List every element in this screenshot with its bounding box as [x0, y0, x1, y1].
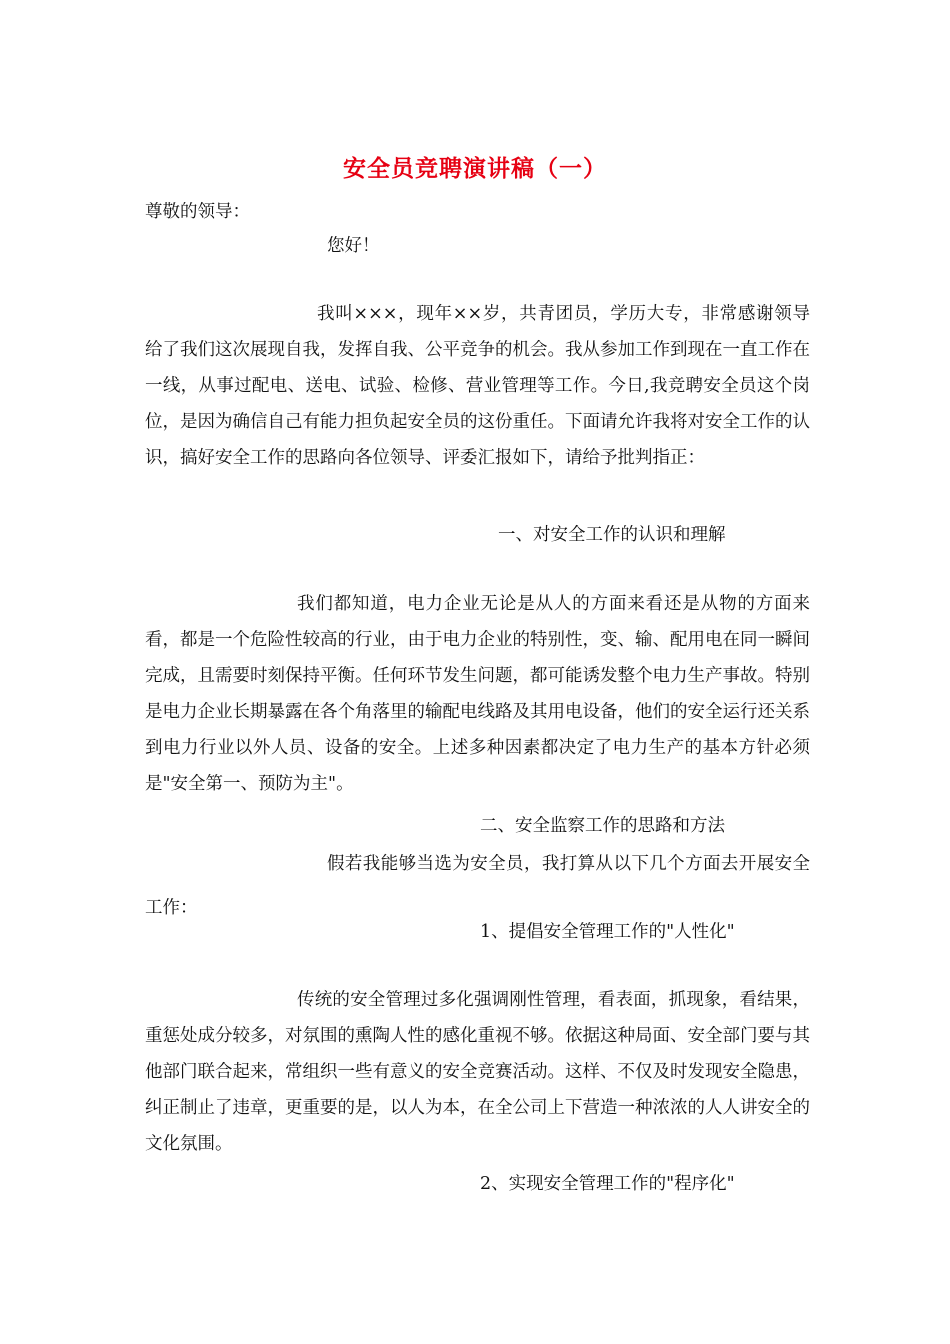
subsection-1-paragraph: 传统的安全管理过多化强调刚性管理，看表面，抓现象，看结果，重惩处成分较多，对氛围的熏陶人性的感化重视不够。依据这种局面、安全部门要与其他部门联合起来，常组织一些有意义的安全竞赛活动。这样、不仅及时发现安全隐患，纠正制止了违章，更重要的是，以人为本，在全公司上下营造一种浓浓的人人讲安全的文化氛围。 [145, 990, 810, 1154]
document-title: 安全员竞聘演讲稿（一） [343, 155, 607, 182]
greeting: 您好！ [327, 236, 380, 256]
subsection-heading-2: 2、实现安全管理工作的"程序化" [480, 1174, 735, 1194]
subsection-heading-1: 1、提倡安全管理工作的"人性化" [480, 922, 735, 942]
section-heading-2: 二、安全监察工作的思路和方法 [480, 816, 725, 836]
section-1-paragraph: 我们都知道，电力企业无论是从人的方面来看还是从物的方面来看，都是一个危险性较高的行业，由于电力企业的特别性，变、输、配用电在同一瞬间完成，且需要时刻保持平衡。任何环节发生问题，都可能诱发整个电力生产事故。特别是电力企业长期暴露在各个角落里的输配电线路及其用电设备，他们的安全运行还关系到电力行业以外人员、设备的安全。上述多种因素都决定了电力生产的基本方针必须是"安全第一、预防为主"。 [145, 594, 810, 794]
salutation: 尊敬的领导： [145, 202, 250, 222]
intro-paragraph: 我叫×××，现年××岁，共青团员，学历大专，非常感谢领导给了我们这次展现自我，发挥自我、公平竞争的机会。我从参加工作到现在一直工作在一线，从事过配电、送电、试验、检修、营业管理等工作。今日,我竞聘安全员这个岗位，是因为确信自己有能力担负起安全员的这份重任。下面请允许我将对安全工作的认识，搞好安全工作的思路向各位领导、评委汇报如下，请给予批判指正： [145, 304, 810, 468]
section-2-intro: 假若我能够当选为安全员，我打算从以下几个方面去开展安全工作： [145, 854, 810, 918]
section-heading-1: 一、对安全工作的认识和理解 [498, 525, 726, 545]
